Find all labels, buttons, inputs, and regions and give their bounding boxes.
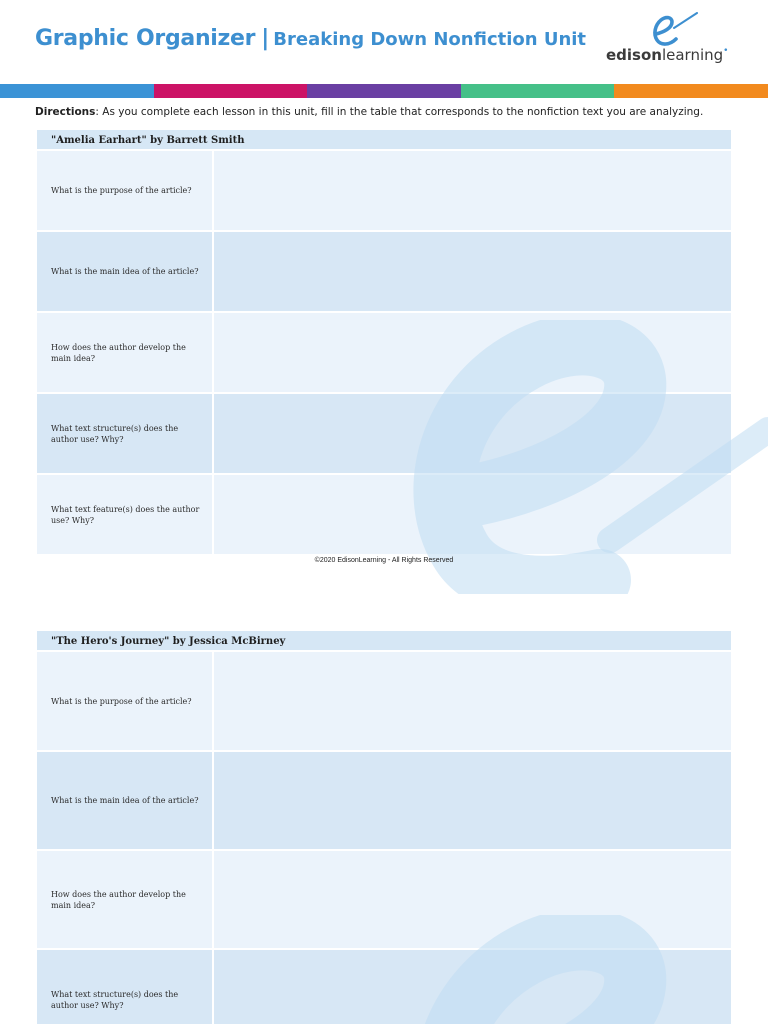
answer-field[interactable] — [214, 232, 731, 311]
directions — [35, 106, 703, 118]
table-title: "Amelia Earhart" by Barrett Smith — [37, 130, 731, 151]
table-row — [37, 652, 731, 752]
color-bar-orange — [614, 84, 768, 98]
table-row — [37, 752, 731, 851]
row-question: What is the purpose of the article? — [37, 652, 214, 750]
answer-field[interactable] — [214, 475, 731, 554]
color-bar-purple — [307, 84, 461, 98]
row-question: What is the main idea of the article? — [37, 752, 214, 849]
table-row — [37, 394, 731, 475]
row-question: How does the author develop the main idea? — [37, 851, 214, 948]
table-row — [37, 232, 731, 313]
row-question: What text structure(s) does the author use? Why? — [37, 394, 214, 473]
color-bar-green — [461, 84, 615, 98]
directions-label: Directions — [35, 106, 96, 118]
row-question: What is the main idea of the article? — [37, 232, 214, 311]
table-row — [37, 313, 731, 394]
table-title: "The Hero's Journey" by Jessica McBirney — [37, 631, 731, 652]
row-question: How does the author develop the main idea? — [37, 313, 214, 392]
answer-field[interactable] — [214, 950, 731, 1024]
table-row — [37, 151, 731, 232]
answer-field[interactable] — [214, 752, 731, 849]
title-subtitle: Breaking Down Nonfiction Unit — [273, 29, 587, 50]
organizer-table-amelia-earhart — [37, 130, 731, 554]
directions-text: : As you complete each lesson in this unit, fill in the table that corresponds to the nonfiction text you are analyzing. — [95, 106, 704, 118]
organizer-table-heros-journey — [37, 631, 731, 1024]
row-question: What text structure(s) does the author use? Why? — [37, 950, 214, 1024]
logo-text-bold: edison — [606, 46, 662, 64]
row-question: What is the purpose of the article? — [37, 151, 214, 230]
brand-color-bar — [0, 84, 768, 98]
answer-field[interactable] — [214, 394, 731, 473]
row-question: What text feature(s) does the author use? Why? — [37, 475, 214, 554]
table-row — [37, 851, 731, 950]
title-main: Graphic Organizer — [35, 26, 256, 51]
edison-learning-logo — [604, 12, 744, 68]
table-row — [37, 950, 731, 1024]
color-bar-blue — [0, 84, 154, 98]
page-title — [35, 26, 586, 51]
title-separator: | — [261, 26, 270, 51]
answer-field[interactable] — [214, 652, 731, 750]
answer-field[interactable] — [214, 313, 731, 392]
color-bar-magenta — [154, 84, 308, 98]
copyright-footer: ©2020 EdisonLearning - All Rights Reserved — [314, 557, 454, 564]
logo-text-regular: learning — [661, 46, 724, 64]
answer-field[interactable] — [214, 151, 731, 230]
logo-wordmark: edisonlearning• — [606, 46, 729, 64]
table-row — [37, 475, 731, 554]
answer-field[interactable] — [214, 851, 731, 948]
